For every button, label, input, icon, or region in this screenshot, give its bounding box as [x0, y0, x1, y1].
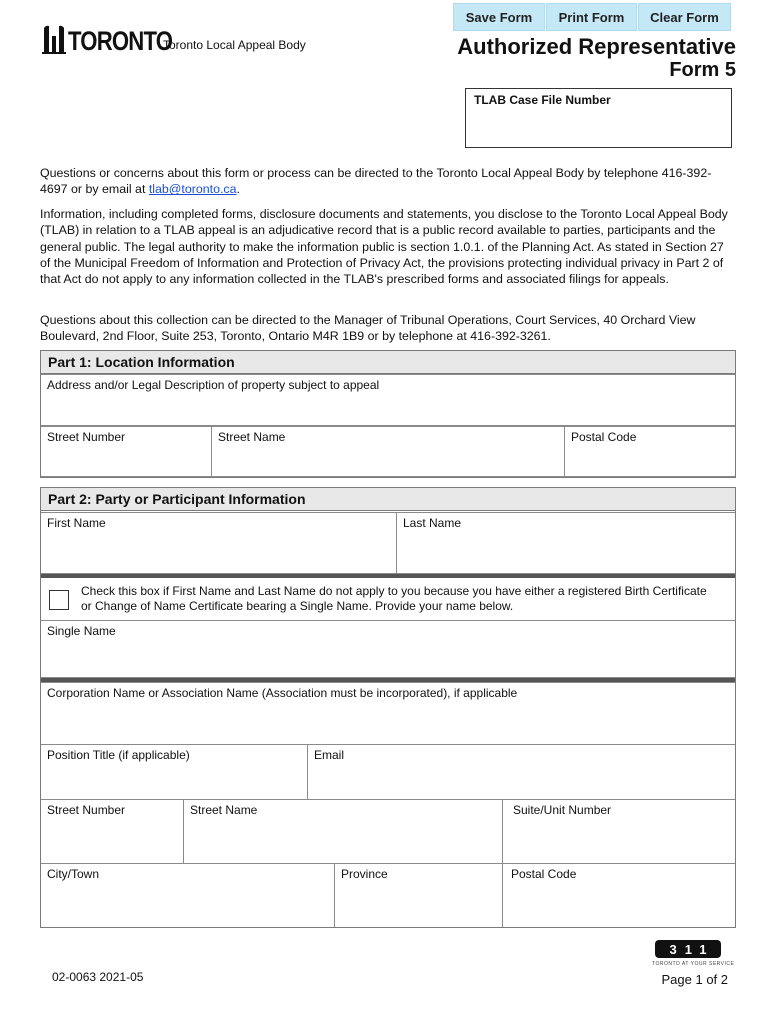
street-number-label: Street Number — [47, 430, 126, 444]
first-name-label: First Name — [47, 516, 106, 530]
email-link[interactable]: tlab@toronto.ca — [148, 182, 237, 197]
address-label: Address and/or Legal Description of property subject to appeal — [47, 378, 380, 392]
form-title: Authorized Representative — [457, 34, 736, 59]
first-name-field[interactable] — [41, 512, 397, 574]
privacy-paragraph: Information, including completed forms, disclosure documents and statements, you disclose to the Toronto Local Appeal Body (TLAB) in relation to a TLAB appeal is an adjudicative record that is a public record available to parties, participants and the general public. The legal authority to make the information public is section 1.0.1. of the Planning Act. As stated in Section 27 of the Municipal Freedom of Information and Protection of Privacy Act, the provisions protecting individual privacy in Part 2 of that Act do not apply to any information collected in the TLAB's prescribed forms and associated filings for appeals. — [40, 207, 728, 287]
party-street-name-field[interactable] — [183, 799, 503, 864]
badge-311-caption: TORONTO AT YOUR SERVICE — [652, 961, 735, 967]
single-name-checkbox-row — [41, 578, 735, 620]
badge-311 — [652, 940, 735, 970]
city-label: City/Town — [47, 867, 100, 881]
suite-unit-field[interactable] — [502, 799, 735, 864]
email-field[interactable] — [307, 744, 735, 800]
part2-section — [40, 487, 736, 928]
contact-paragraph — [40, 165, 736, 198]
city-field[interactable] — [41, 863, 335, 927]
page-number: Page 1 of 2 — [661, 972, 728, 987]
case-file-number-label: TLAB Case File Number — [474, 93, 611, 107]
party-street-number-field[interactable] — [41, 799, 184, 864]
party-street-name-label: Street Name — [190, 803, 258, 817]
contact-text-end: . — [236, 182, 240, 197]
postal-code-label: Postal Code — [571, 430, 637, 444]
email-label: Email — [314, 748, 345, 762]
org-name: Toronto Local Appeal Body — [163, 38, 306, 52]
case-file-number-field[interactable] — [465, 88, 732, 148]
last-name-label: Last Name — [403, 516, 462, 530]
single-name-checkbox-text: Check this box if First Name and Last Name do not apply to you because you have either a registered Birth Certificate or Change of Name Certificate bearing a Single Name. Provide your name below. — [81, 584, 707, 613]
single-name-field[interactable] — [41, 620, 735, 678]
province-label: Province — [341, 867, 388, 881]
position-title-field[interactable] — [41, 744, 308, 800]
print-form-button[interactable]: Print Form — [546, 3, 637, 31]
save-form-button[interactable]: Save Form — [453, 3, 545, 31]
badge-311-text: 311 — [655, 940, 721, 958]
party-postal-code-field[interactable] — [502, 863, 735, 927]
party-postal-code-label: Postal Code — [511, 867, 577, 881]
city-hall-icon — [42, 22, 66, 54]
part1-section — [40, 350, 736, 478]
badge-311-digits — [652, 940, 724, 958]
collection-paragraph: Questions about this collection can be directed to the Manager of Tribunal Operations, Court Services, 40 Orchard View Boulevard, 2nd Floor, Suite 253, Toronto, Ontario M4R 1B9 or by telephone at 416-392-3261. — [40, 313, 696, 344]
street-number-field[interactable] — [41, 426, 212, 477]
postal-code-field[interactable] — [564, 426, 735, 477]
corporation-name-label: Corporation Name or Association Name (Association must be incorporated), if applicable — [47, 686, 518, 700]
single-name-checkbox[interactable] — [49, 590, 69, 610]
single-name-label: Single Name — [47, 624, 116, 638]
contact-text: Questions or concerns about this form or process can be directed to the Toronto Local Appeal Body by telephone 416-392-4697 or by email at — [40, 166, 712, 197]
form-number: Form 5 — [669, 59, 736, 81]
party-street-number-label: Street Number — [47, 803, 126, 817]
corporation-name-field[interactable] — [41, 682, 735, 745]
form-code: 02-0063 2021-05 — [52, 970, 144, 984]
street-name-label: Street Name — [218, 430, 286, 444]
street-name-field[interactable] — [211, 426, 565, 477]
address-field[interactable] — [41, 374, 735, 426]
part1-heading: Part 1: Location Information — [41, 351, 735, 374]
province-field[interactable] — [334, 863, 503, 927]
logo-wordmark: TORONTO — [68, 26, 173, 56]
clear-form-button[interactable]: Clear Form — [638, 3, 731, 31]
suite-unit-label: Suite/Unit Number — [513, 803, 612, 817]
position-title-label: Position Title (if applicable) — [47, 748, 190, 762]
last-name-field[interactable] — [396, 512, 735, 574]
part2-heading: Part 2: Party or Participant Information — [41, 488, 735, 511]
